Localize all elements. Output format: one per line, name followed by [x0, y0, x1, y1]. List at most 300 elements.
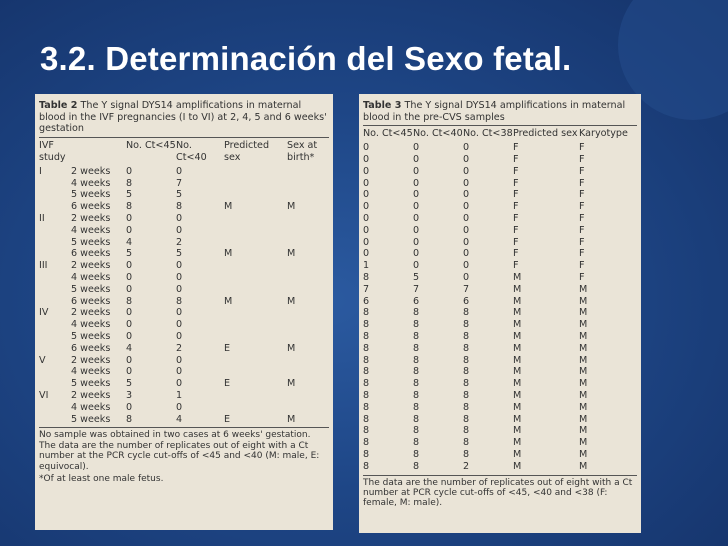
- table-cell: 8: [463, 401, 470, 413]
- table-cell: 0: [363, 212, 370, 224]
- table-row: [39, 260, 329, 272]
- table-cell: F: [513, 236, 519, 248]
- column-header: IVF study: [39, 139, 66, 163]
- table-cell: 0: [126, 330, 133, 342]
- table-cell: 8: [413, 342, 420, 354]
- table-cell: 8: [126, 413, 133, 425]
- table-3-image: [359, 94, 641, 533]
- table-cell: 2 weeks: [71, 354, 111, 366]
- table-cell: 6: [463, 295, 470, 307]
- table-cell: 0: [176, 330, 183, 342]
- table-row: [363, 260, 637, 272]
- table-cell: 4 weeks: [71, 366, 111, 378]
- table-cell: 0: [463, 212, 470, 224]
- table-cell: F: [579, 224, 585, 236]
- table-cell: 8: [463, 378, 470, 390]
- table-cell: 6 weeks: [71, 201, 111, 213]
- table-cell: M: [579, 378, 588, 390]
- table-cell: [39, 272, 71, 284]
- table-cell: 8: [363, 460, 370, 472]
- table-cell: 8: [413, 307, 420, 319]
- table-cell: 0: [126, 260, 133, 272]
- header-row: [39, 140, 329, 166]
- table-cell: 0: [176, 378, 183, 390]
- column-header: Predicted sex: [513, 128, 578, 140]
- table-cell: [224, 237, 287, 249]
- table-cell: F: [513, 201, 519, 213]
- table-cell: 0: [363, 189, 370, 201]
- table-cell: 5 weeks: [71, 236, 111, 248]
- table-3-header: [363, 128, 637, 142]
- table-cell: [287, 307, 329, 319]
- table-cell: 8: [413, 319, 420, 331]
- table-cell: 2: [176, 342, 183, 354]
- table-cell: [224, 166, 287, 178]
- table-cell: M: [287, 248, 296, 260]
- table-cell: [287, 390, 329, 402]
- table-cell: [39, 248, 71, 260]
- table-cell: M: [579, 401, 588, 413]
- table-cell: [287, 284, 329, 296]
- table-cell: F: [513, 189, 519, 201]
- table-2-image: [35, 94, 333, 530]
- table-cell: [287, 166, 329, 178]
- table-cell: 8: [413, 425, 420, 437]
- table-cell: 4: [176, 413, 183, 425]
- table-cell: [39, 201, 71, 213]
- table-cell: F: [513, 224, 519, 236]
- table-cell: 0: [413, 224, 420, 236]
- table-cell: [39, 178, 71, 190]
- table-cell: 0: [463, 248, 470, 260]
- table-row: [363, 284, 637, 296]
- table-cell: M: [513, 366, 522, 378]
- table-row: [39, 248, 329, 260]
- table-cell: M: [513, 319, 522, 331]
- table-cell: M: [287, 342, 296, 354]
- table-cell: 0: [463, 224, 470, 236]
- table-cell: 8: [363, 319, 370, 331]
- table-cell: 8: [463, 437, 470, 449]
- table-cell: 4 weeks: [71, 177, 111, 189]
- table-cell: F: [579, 165, 585, 177]
- table-cell: 0: [463, 201, 470, 213]
- table-row: [363, 189, 637, 201]
- table-2-header: [39, 140, 329, 166]
- table-cell: 0: [413, 165, 420, 177]
- table-cell: 8: [363, 448, 370, 460]
- table-cell: 0: [463, 236, 470, 248]
- column-header: No. Ct<45: [363, 128, 413, 140]
- table-cell: 0: [363, 153, 370, 165]
- table-cell: 8: [463, 330, 470, 342]
- table-row: [39, 414, 329, 426]
- table-cell: IV: [39, 307, 49, 319]
- table-cell: M: [579, 413, 588, 425]
- table-cell: V: [39, 354, 46, 366]
- table-cell: [39, 319, 71, 331]
- table-cell: 5: [413, 271, 420, 283]
- table-cell: 8: [463, 319, 470, 331]
- header-row: [363, 128, 637, 142]
- table-cell: 0: [363, 248, 370, 260]
- table-cell: [39, 284, 71, 296]
- table-row: [39, 331, 329, 343]
- table-cell: 8: [363, 271, 370, 283]
- table-cell: 5: [176, 248, 183, 260]
- table-cell: M: [287, 378, 296, 390]
- table-cell: 0: [363, 165, 370, 177]
- table-cell: 8: [363, 330, 370, 342]
- table-2-top-rule: [39, 137, 329, 138]
- table-cell: [39, 189, 71, 201]
- table-cell: 8: [463, 448, 470, 460]
- table-cell: F: [513, 212, 519, 224]
- table-cell: F: [579, 271, 585, 283]
- table-cell: F: [579, 189, 585, 201]
- table-3-bottom-rule: [363, 475, 637, 476]
- table-cell: 0: [126, 212, 133, 224]
- table-row: [363, 425, 637, 437]
- table-row: [39, 296, 329, 308]
- table-cell: [39, 402, 71, 414]
- column-header: [71, 140, 126, 166]
- table-cell: M: [513, 354, 522, 366]
- table-cell: 8: [176, 295, 183, 307]
- table-cell: F: [513, 153, 519, 165]
- table-cell: 8: [363, 354, 370, 366]
- table-cell: E: [224, 342, 231, 354]
- table-row: [363, 272, 637, 284]
- table-cell: E: [224, 413, 231, 425]
- table-cell: 8: [413, 448, 420, 460]
- table-cell: [287, 366, 329, 378]
- table-cell: 8: [126, 177, 133, 189]
- table-cell: 8: [413, 401, 420, 413]
- table-cell: 8: [363, 307, 370, 319]
- table-cell: 7: [413, 283, 420, 295]
- table-row: [363, 437, 637, 449]
- slide-title: 3.2. Determinación del Sexo fetal.: [40, 40, 572, 77]
- table-row: [363, 178, 637, 190]
- table-cell: [39, 414, 71, 426]
- table-cell: F: [579, 236, 585, 248]
- table-cell: [287, 225, 329, 237]
- table-cell: 5 weeks: [71, 330, 111, 342]
- table-row: [39, 402, 329, 414]
- table-2-bottom-rule: [39, 427, 329, 428]
- table-cell: M: [224, 248, 233, 260]
- table-cell: [39, 331, 71, 343]
- table-cell: 0: [126, 354, 133, 366]
- table-cell: E: [224, 378, 231, 390]
- table-row: [39, 189, 329, 201]
- table-cell: 8: [463, 366, 470, 378]
- table-cell: 2 weeks: [71, 165, 111, 177]
- table-row: [363, 319, 637, 331]
- table-row: [39, 213, 329, 225]
- table-cell: 0: [463, 271, 470, 283]
- table-cell: 7: [463, 283, 470, 295]
- table-cell: M: [579, 354, 588, 366]
- table-cell: 2 weeks: [71, 307, 111, 319]
- table-cell: 0: [126, 271, 133, 283]
- table-cell: [39, 378, 71, 390]
- table-cell: 0: [363, 201, 370, 213]
- table-row: [39, 166, 329, 178]
- table-cell: F: [579, 248, 585, 260]
- table-cell: 8: [363, 389, 370, 401]
- table-cell: M: [579, 307, 588, 319]
- table-cell: [39, 237, 71, 249]
- table-cell: [39, 366, 71, 378]
- table-cell: [287, 331, 329, 343]
- table-cell: M: [513, 295, 522, 307]
- table-2-body: [39, 166, 329, 426]
- table-2-caption: [39, 100, 329, 135]
- table-cell: M: [579, 366, 588, 378]
- table-cell: 8: [463, 425, 470, 437]
- table-cell: F: [513, 260, 519, 272]
- table-cell: 0: [463, 153, 470, 165]
- table-cell: 3: [126, 389, 133, 401]
- table-cell: 5: [126, 378, 133, 390]
- table-cell: F: [579, 142, 585, 154]
- table-cell: 0: [463, 142, 470, 154]
- table-cell: 0: [413, 153, 420, 165]
- table-row: [363, 237, 637, 249]
- table-cell: 4: [126, 342, 133, 354]
- table-cell: III: [39, 260, 48, 272]
- table-cell: F: [513, 142, 519, 154]
- column-header: No. Ct<38: [463, 128, 513, 140]
- table-cell: [224, 178, 287, 190]
- table-row: [363, 296, 637, 308]
- table-cell: 0: [413, 236, 420, 248]
- table-cell: M: [513, 307, 522, 319]
- table-cell: [224, 366, 287, 378]
- table-cell: M: [579, 330, 588, 342]
- table-cell: 0: [413, 142, 420, 154]
- table-row: [363, 248, 637, 260]
- table-3-top-rule: [363, 125, 637, 126]
- table-cell: M: [287, 413, 296, 425]
- table-cell: 0: [413, 177, 420, 189]
- table-cell: 0: [363, 224, 370, 236]
- table-cell: 2 weeks: [71, 260, 111, 272]
- table-row: [39, 272, 329, 284]
- table-cell: M: [287, 201, 296, 213]
- table-row: [39, 178, 329, 190]
- table-cell: 0: [176, 283, 183, 295]
- table-cell: II: [39, 212, 45, 224]
- table-cell: 8: [463, 342, 470, 354]
- table-cell: 0: [413, 212, 420, 224]
- column-header: No. Ct<45: [126, 139, 176, 151]
- table-cell: M: [513, 448, 522, 460]
- table-3-footnote: The data are the number of replicates out of eight with a Ct number at PCR cycle cut-offs of <45, <40 and <38 (F: female, M: male).: [363, 477, 633, 509]
- table-row: [39, 390, 329, 402]
- table-cell: 0: [463, 189, 470, 201]
- table-cell: 8: [363, 413, 370, 425]
- table-row: [363, 201, 637, 213]
- table-cell: 1: [363, 260, 370, 272]
- table-cell: [224, 319, 287, 331]
- table-cell: 0: [126, 165, 133, 177]
- table-cell: F: [513, 165, 519, 177]
- table-cell: M: [513, 425, 522, 437]
- table-cell: 0: [176, 212, 183, 224]
- table-row: [39, 319, 329, 331]
- table-cell: [287, 355, 329, 367]
- table-cell: 5: [126, 248, 133, 260]
- table-cell: [224, 402, 287, 414]
- table-cell: [287, 319, 329, 331]
- table-cell: 5 weeks: [71, 413, 111, 425]
- table-cell: 0: [126, 307, 133, 319]
- table-cell: 0: [463, 177, 470, 189]
- table-cell: 0: [363, 177, 370, 189]
- table-cell: 4 weeks: [71, 401, 111, 413]
- table-cell: 5 weeks: [71, 283, 111, 295]
- table-cell: M: [579, 389, 588, 401]
- table-cell: 8: [363, 401, 370, 413]
- table-cell: M: [513, 460, 522, 472]
- table-cell: 4: [126, 236, 133, 248]
- table-cell: 6 weeks: [71, 248, 111, 260]
- table-cell: [287, 237, 329, 249]
- table-cell: 0: [176, 354, 183, 366]
- table-cell: 0: [363, 142, 370, 154]
- table-cell: 0: [126, 401, 133, 413]
- table-row: [363, 307, 637, 319]
- table-cell: [224, 331, 287, 343]
- table-cell: 4 weeks: [71, 224, 111, 236]
- table-cell: M: [513, 342, 522, 354]
- table-cell: M: [579, 342, 588, 354]
- table-cell: M: [513, 378, 522, 390]
- table-row: [363, 166, 637, 178]
- table-cell: 6 weeks: [71, 342, 111, 354]
- table-cell: 5 weeks: [71, 189, 111, 201]
- table-row: [363, 142, 637, 154]
- table-cell: [39, 225, 71, 237]
- table-cell: VI: [39, 389, 49, 401]
- table-row: [363, 390, 637, 402]
- table-row: [363, 378, 637, 390]
- column-header: No. Ct<40: [176, 139, 207, 163]
- table-cell: 8: [413, 354, 420, 366]
- table-cell: 0: [176, 224, 183, 236]
- table-cell: [224, 225, 287, 237]
- table-cell: 7: [363, 283, 370, 295]
- table-row: [39, 355, 329, 367]
- table-cell: 0: [463, 165, 470, 177]
- table-cell: 8: [413, 413, 420, 425]
- table-cell: [224, 355, 287, 367]
- table-row: [39, 307, 329, 319]
- table-row: [363, 355, 637, 367]
- table-3: [363, 128, 637, 472]
- table-cell: M: [513, 437, 522, 449]
- table-cell: F: [579, 201, 585, 213]
- table-cell: F: [579, 212, 585, 224]
- table-cell: F: [579, 153, 585, 165]
- table-cell: [39, 343, 71, 355]
- table-row: [363, 366, 637, 378]
- table-cell: 7: [176, 177, 183, 189]
- table-cell: 0: [363, 236, 370, 248]
- table-cell: 2: [176, 236, 183, 248]
- table-row: [39, 237, 329, 249]
- table-cell: 0: [463, 260, 470, 272]
- table-3-caption-label: Table 3: [363, 100, 402, 111]
- table-cell: F: [579, 177, 585, 189]
- table-2-footnote: No sample was obtained in two cases at 6 weeks' gestation. The data are the number of replicates out of eight with a Ct number at the PCR cycle cut-offs of <45 and <40 (M: male, E: equivocal).: [39, 430, 320, 472]
- table-cell: 0: [176, 401, 183, 413]
- table-3-caption: [363, 100, 637, 123]
- table-cell: F: [513, 248, 519, 260]
- table-cell: M: [513, 271, 522, 283]
- column-header: Predicted sex: [224, 139, 270, 163]
- table-cell: [287, 260, 329, 272]
- table-cell: 0: [126, 319, 133, 331]
- column-header: No. Ct<40: [413, 128, 463, 140]
- table-2-caption-label: Table 2: [39, 100, 78, 111]
- table-3-caption-text: The Y signal DYS14 amplifications in maternal blood in the pre-CVS samples: [363, 100, 626, 123]
- table-cell: [287, 213, 329, 225]
- table-cell: 8: [363, 425, 370, 437]
- table-row: [39, 284, 329, 296]
- table-cell: 4 weeks: [71, 271, 111, 283]
- table-row: [363, 402, 637, 414]
- table-cell: 8: [413, 460, 420, 472]
- table-cell: [224, 284, 287, 296]
- table-cell: M: [513, 389, 522, 401]
- table-cell: 5: [176, 189, 183, 201]
- table-cell: 8: [463, 389, 470, 401]
- table-cell: 0: [413, 260, 420, 272]
- table-cell: 0: [176, 260, 183, 272]
- table-cell: 8: [413, 378, 420, 390]
- column-header: Sex at birth*: [287, 139, 318, 163]
- table-row: [363, 461, 637, 473]
- table-cell: 5 weeks: [71, 378, 111, 390]
- table-row: [39, 366, 329, 378]
- table-cell: 8: [363, 378, 370, 390]
- table-row: [363, 225, 637, 237]
- table-cell: 0: [413, 189, 420, 201]
- table-row: [363, 414, 637, 426]
- table-cell: 8: [126, 201, 133, 213]
- table-cell: 0: [176, 307, 183, 319]
- table-cell: [224, 272, 287, 284]
- table-cell: M: [513, 330, 522, 342]
- table-cell: [287, 272, 329, 284]
- table-cell: 0: [176, 319, 183, 331]
- table-row: [363, 449, 637, 461]
- table-cell: 8: [413, 330, 420, 342]
- table-row: [363, 343, 637, 355]
- table-cell: 8: [413, 366, 420, 378]
- table-cell: M: [224, 295, 233, 307]
- table-cell: 0: [176, 366, 183, 378]
- table-cell: 6 weeks: [71, 295, 111, 307]
- table-cell: 8: [363, 342, 370, 354]
- table-cell: 8: [413, 437, 420, 449]
- table-cell: F: [579, 260, 585, 272]
- table-row: [363, 213, 637, 225]
